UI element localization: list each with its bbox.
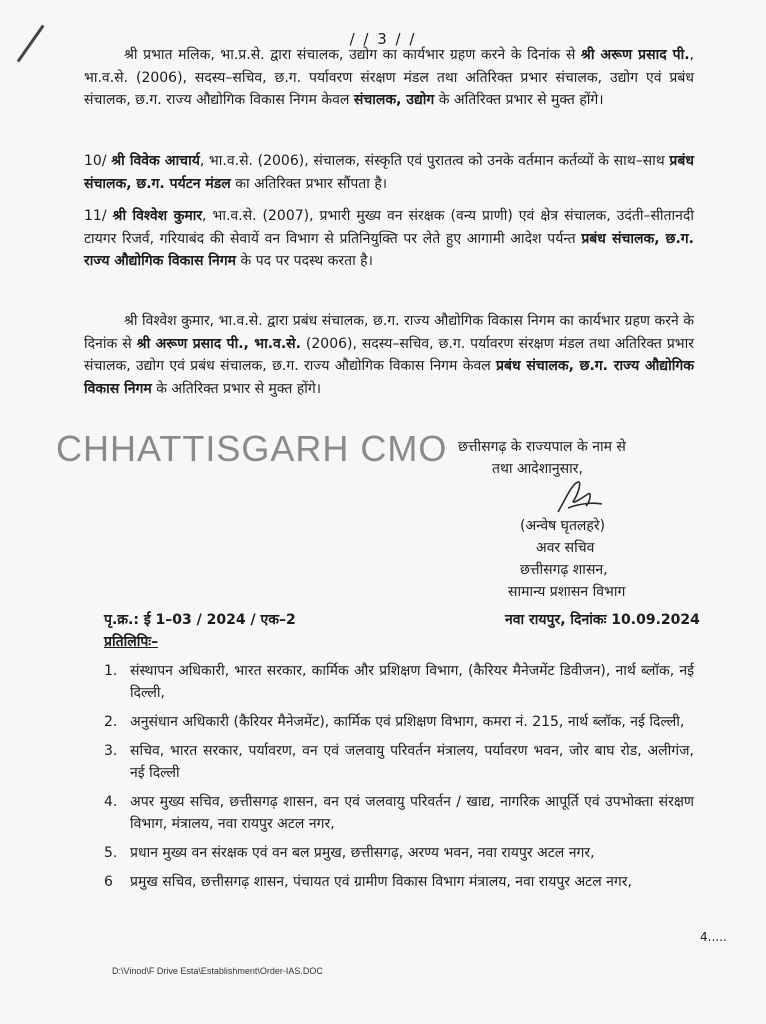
list-item: 3. सचिव, भारत सरकार, पर्यावरण, वन एवं जलवायु परिवर्तन मंत्रालय, पर्यावरण भवन, जोर बाघ रोड, अलीगंज, नई दिल्ली bbox=[104, 743, 694, 781]
order-paragraph-1: श्री प्रभात मलिक, भा.प्र.से. द्वारा संचालक, उद्योग का कार्यभार ग्रहण करने के दिनांक से श्री अरूण प्रसाद पी., भा.व.से. (2006), सदस्य–सचिव, छ.ग. पर्यावरण संरक्षण मंडल तथा अतिरिक्त प्रभार संचालक, उद्योग एवं प्रबंध संचालक, छ.ग. राज्य औद्योगिक विकास निगम केवल संचालक, उद्योग के अतिरिक्त प्रभार से मुक्त होंगे। bbox=[84, 47, 694, 108]
copy-recipients-list bbox=[104, 660, 694, 900]
list-item: 1. संस्थापन अधिकारी, भारत सरकार, कार्मिक और प्रशिक्षण विभाग, (कैरियर मैनेजमेंट डिवीजन), नार्थ ब्लॉक, नई दिल्ली, bbox=[104, 663, 694, 701]
signatory-government: छत्तीसगढ़ शासन, bbox=[520, 562, 608, 578]
order-paragraph-10: 10/ श्री विवेक आचार्य, भा.व.से. (2006), संचालक, संस्कृति एवं पुरातत्व को उनके वर्तमान कर्तव्यों के साथ–साथ प्रबंध संचालक, छ.ग. पर्यटन मंडल का अतिरिक्त प्रभार सौंपता है। bbox=[84, 153, 694, 192]
list-item: 4. अपर मुख्य सचिव, छत्तीसगढ़ शासन, वन एवं जलवायु परिवर्तन / खाद्य, नागरिक आपूर्ति एवं उपभोक्ता संरक्षण विभाग, मंत्रालय, नवा रायपुर अटल नगर, bbox=[104, 794, 694, 832]
copy-heading: प्रतिलिपिः– bbox=[104, 634, 159, 650]
governor-order-line-2: तथा आदेशानुसार, bbox=[492, 461, 583, 477]
page-number: / / 3 / / bbox=[349, 30, 417, 48]
list-item: 2. अनुसंधान अधिकारी (कैरियर मैनेजमेंट), कार्मिक एवं प्रशिक्षण विभाग, कमरा नं. 215, नार्थ ब्लॉक, नई दिल्ली, bbox=[104, 714, 685, 730]
list-item: 5. प्रधान मुख्य वन संरक्षक एवं वन बल प्रमुख, छत्तीसगढ़, अरण्य भवन, नवा रायपुर अटल नगर, bbox=[104, 845, 595, 861]
list-item: 6 प्रमुख सचिव, छत्तीसगढ़ शासन, पंचायत एवं ग्रामीण विकास विभाग मंत्रालय, नवा रायपुर अटल नगर, bbox=[104, 874, 632, 890]
signatory-name: (अन्वेष घृतलहरे) bbox=[520, 518, 606, 534]
signature-scribble bbox=[548, 478, 608, 518]
governor-order-line-1: छत्तीसगढ़ के राज्यपाल के नाम से bbox=[458, 439, 626, 455]
place-date: नवा रायपुर, दिनांकः 10.09.2024 bbox=[505, 612, 700, 628]
file-path-footer: D:\Vinod\F Drive Esta\Establishment\Order-IAS.DOC bbox=[112, 966, 323, 976]
signatory-department: सामान्य प्रशासन विभाग bbox=[508, 584, 626, 600]
watermark: CHHATTISGARH CMO bbox=[56, 428, 448, 469]
order-paragraph-11: 11/ श्री विश्वेश कुमार, भा.व.से. (2007), प्रभारी मुख्य वन संरक्षक (वन्य प्राणी) एवं क्षेत्र संचालक, उदंती–सीतानदी टायगर रिजर्व, गरियाबंद की सेवायें वन विभाग से प्रतिनियुक्ति पर लेते हुए आगामी आदेश पर्यन्त प्रबंध संचालक, छ.ग. राज्य औद्योगिक विकास निगम के पद पर पदस्थ करता है। bbox=[84, 208, 694, 269]
reference-number: पृ.क्र.: ई 1–03 / 2024 / एक–2 bbox=[104, 612, 296, 628]
next-page-marker: 4..... bbox=[700, 930, 727, 944]
order-paragraph-relief: श्री विश्वेश कुमार, भा.व.से. द्वारा प्रबंध संचालक, छ.ग. राज्य औद्योगिक विकास निगम का कार्यभार ग्रहण करने के दिनांक से श्री अरूण प्रसाद पी., भा.व.से. (2006), सदस्य–सचिव, छ.ग. पर्यावरण संरक्षण मंडल तथा अतिरिक्त प्रभार संचालक, उद्योग एवं प्रबंध संचालक, छ.ग. राज्य औद्योगिक विकास निगम केवल प्रबंध संचालक, छ.ग. राज्य औद्योगिक विकास निगम के अतिरिक्त प्रभार से मुक्त होंगे। bbox=[84, 313, 694, 397]
signatory-title: अवर सचिव bbox=[536, 540, 595, 556]
